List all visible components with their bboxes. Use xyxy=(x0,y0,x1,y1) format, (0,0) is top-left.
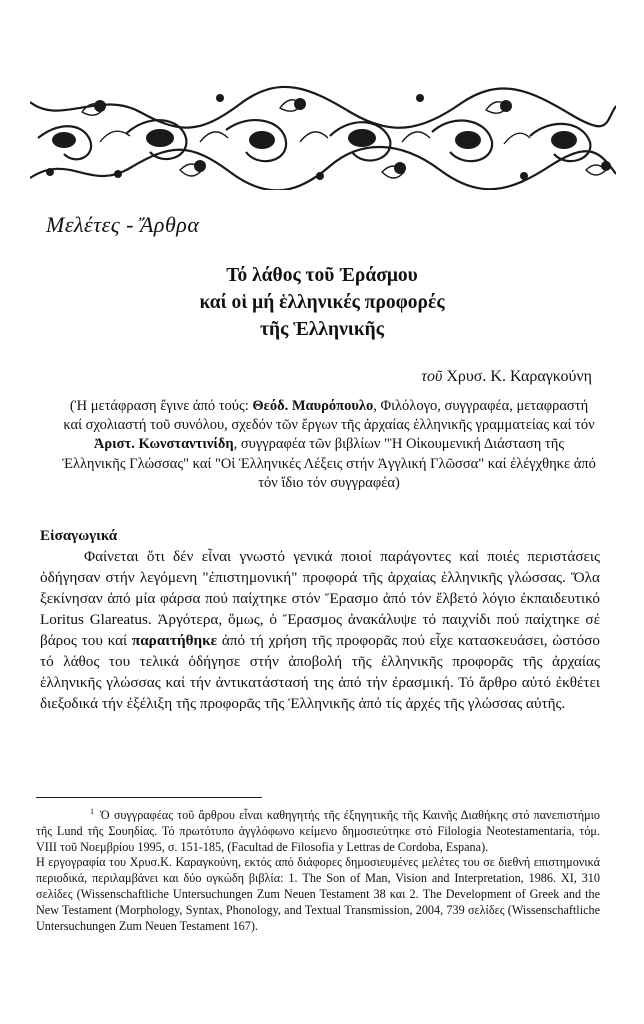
article-title xyxy=(0,262,644,343)
title-line-3: τῆς Ἑλληνικῆς xyxy=(260,319,384,340)
intro-bold-word: παραιτήθηκε xyxy=(131,632,218,649)
intro-paragraph xyxy=(40,546,600,714)
title-line-1: Τό λάθος τοῦ Ἐράσμου xyxy=(226,265,418,286)
intro-text-1: Φαίνεται ὅτι δέν εἶναι γνωστό γενικά ποιοί παράγοντες καί ποιές περιστάσεις ὁδήγησαν στήν λεγόμενη "ἐπιστημονική" προφορά τῆς ἀρχαίας ἑλληνικῆς γλώσσας. Ὅλα ξεκίνησαν ἀπό μία φάρσα πού παίχτηκε στόν Ἔρασμο ἀπό τόν ἔλβετό λόγιο ἐκπαιδευτικό Loritus Glareatus. Ἀργότερα, ὅμως, ὁ Ἔρασμος ἀνακάλυψε τό παιχνίδι πού παίχτηκε σέ βάρος του καί xyxy=(40,548,600,649)
translator-text-3: , συγγραφέα τῶν βιβλίων "Ἡ Οἰκουμενική Διάσταση τῆς Ἑλληνικῆς Γλώσσας" καί "Οἱ Ἑλληνικές Λέξεις στήν Ἀγγλική Γλῶσσα" καί ἐλέγχθηκε ἀπό τόν ἴδιο τόν συγγραφέα) xyxy=(62,436,596,491)
title-line-2: καί οἱ μή ἑλληνικές προφορές xyxy=(199,292,445,313)
intro-heading: Εἰσαγωγικά xyxy=(40,528,118,544)
translator-name-2: Ἀριστ. Κωνσταντινίδη xyxy=(93,436,234,453)
translator-text-1: (Ἡ μετάφραση ἔγινε ἀπό τούς: xyxy=(69,398,253,414)
footnote-marker: 1 xyxy=(90,807,94,816)
author-byline xyxy=(421,368,592,386)
footnote-paragraph-2: Η εργογραφία του Χρυσ.Κ. Καραγκούνη, εκτός από διάφορες δημοσιευμένες μελέτες του σε διεθνή επιστημονικά περιοδικά, περιλαμβάνει και δύο ογκώδη βιβλία: 1. The Son of Man, Vision and Interpretation, 1986. XI, 310 σελίδες (Wissenschaftliche Untersuchungen Zum Neuen Testament 38 και 2. The Development of Greek and the New Testament (Morphology, Syntax, Phonology, and Textual Transmission, 2004, 739 σελίδες (Wissenschaftliche Untersuchungen Zum Neuen Testament 167). xyxy=(36,855,600,933)
author-prefix: τοῦ xyxy=(421,368,443,385)
translator-name-1: Θεόδ. Μαυρόπουλο xyxy=(252,398,374,414)
section-heading: Μελέτες - Ἄρθρα xyxy=(46,212,200,237)
footnote-divider xyxy=(36,797,262,798)
intro-body xyxy=(40,546,600,714)
author-name: Χρυσ. Κ. Καραγκούνη xyxy=(446,368,592,385)
footnote-paragraph-1 xyxy=(36,804,600,855)
footnote-text-1: Ὁ συγγραφέας τοῦ ἄρθρου εἶναι καθηγητής τῆς ἐξηγητικῆς τῆς Καινῆς Διαθήκης στό πανεπιστήμιο τῆς Lund τῆς Σουηδίας. Τό πρωτότυπο ἀγγλόφωνο κείμενο δημοσιεύτηκε στό Filologia Neotestamentaria, τόμ. VIII τοῦ Νοεμβρίου 1995, σ. 151-185, (Facultad de Filosofia y Lettras de Cordoba, Espana). xyxy=(36,808,600,854)
decorative-floral-border xyxy=(30,82,616,190)
translator-text-2: , Φιλόλογο, συγγραφέα, μεταφραστή καί σχολιαστή τοῦ συνόλου, σχεδόν τῶν ἔργων τῆς ἀρχαίας ἑλληνικῆς γραμματείας καί τόν xyxy=(63,398,595,434)
footnote xyxy=(36,804,600,934)
translator-note xyxy=(62,397,596,493)
intro-text-2: ἀπό τή χρήση τῆς προφορᾶς πού εἶχε κατασκευάσει, ὡστόσο τό λάθος του τελικά ὁδήγησε στήν ἀποβολή τῆς ἑλληνικῆς προφορᾶς τῆς ἀρχαίας ἑλληνικῆς γλώσσας καί τήν ἀντικατάστασή της ἀπό τήν ἐρασμική. Τό ἄρθρο αὐτό ἐκθέτει διεξοδικά τήν ἐξέλιξη τῆς προφορᾶς τῆς Ἑλληνικῆς ἀπό τίς ἀρχές τῆς γλώσσας αὐτῆς. xyxy=(40,632,600,712)
